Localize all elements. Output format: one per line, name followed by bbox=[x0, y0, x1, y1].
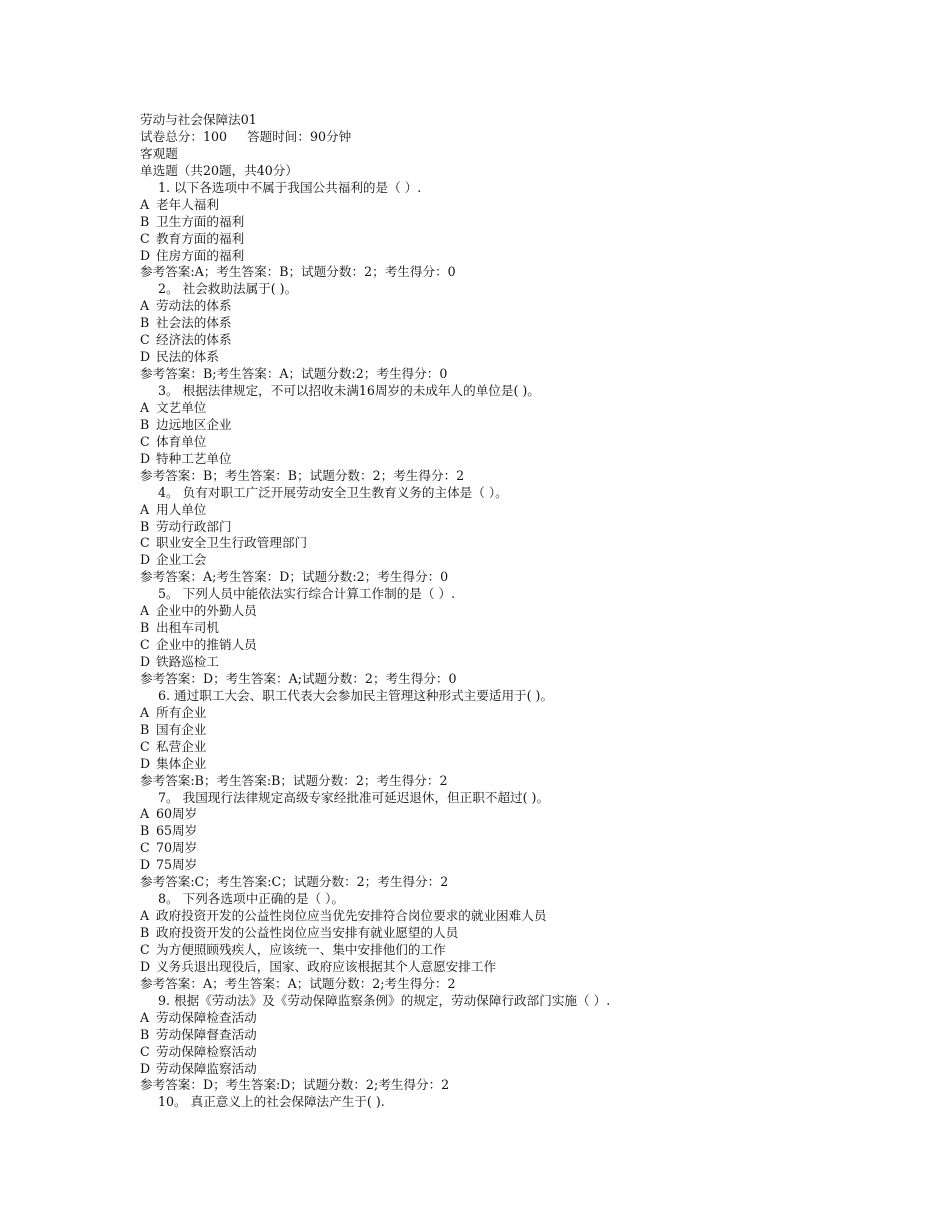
option-text: 体育单位 bbox=[156, 433, 207, 449]
option-text: 私营企业 bbox=[156, 738, 207, 754]
option-letter: C bbox=[140, 941, 150, 957]
answer-option bbox=[140, 840, 900, 857]
option-letter: C bbox=[140, 637, 150, 653]
option-letter: D bbox=[140, 958, 151, 974]
question-stem: 1. 以下各选项中不属于我国公共福利的是（ ）. bbox=[158, 179, 422, 195]
option-letter: C bbox=[140, 840, 150, 856]
option-text: 劳动保障监察活动 bbox=[156, 1060, 257, 1076]
answer-summary: 参考答案：D；考生答案：A;试题分数：2；考生得分：0 bbox=[140, 670, 457, 686]
answer-option bbox=[140, 298, 900, 315]
option-letter: A bbox=[140, 501, 150, 517]
answer-option bbox=[140, 756, 900, 773]
answer-summary: 参考答案：D；考生答案:D；试题分数：2;考生得分：2 bbox=[140, 1077, 450, 1093]
option-letter: C bbox=[140, 332, 150, 348]
answer-summary: 参考答案：A;考生答案：D；试题分数:2；考生得分：0 bbox=[140, 569, 449, 585]
option-text: 劳动保障督查活动 bbox=[156, 1026, 257, 1042]
option-letter: A bbox=[140, 806, 150, 822]
option-letter: A bbox=[140, 196, 150, 212]
option-letter: C bbox=[140, 535, 150, 551]
answer-summary: 参考答案：A；考生答案：A；试题分数：2;考生得分：2 bbox=[140, 975, 456, 991]
option-text: 社会法的体系 bbox=[156, 315, 232, 331]
option-text: 政府投资开发的公益性岗位应当安排有就业愿望的人员 bbox=[156, 925, 459, 940]
answer-option bbox=[140, 231, 900, 248]
question-stem: 9. 根据《劳动法》及《劳动保障监察条例》的规定，劳动保障行政部门实施（ ）. bbox=[158, 992, 611, 1008]
answer-option bbox=[140, 823, 900, 840]
answer-option bbox=[140, 1027, 900, 1044]
question-stem: 3。 根据法律规定，不可以招收未满16周岁的未成年人的单位是( )。 bbox=[158, 383, 540, 398]
answer-option bbox=[140, 620, 900, 637]
subsection-heading: 单选题（共20题，共40分） bbox=[140, 162, 298, 178]
answer-option bbox=[140, 552, 900, 569]
option-letter: D bbox=[140, 450, 151, 466]
answer-summary: 参考答案:C；考生答案:C；试题分数：2；考生得分：2 bbox=[140, 874, 449, 890]
answer-option bbox=[140, 248, 900, 265]
question-stem: 2。 社会救助法属于( )。 bbox=[158, 281, 298, 297]
question-block bbox=[140, 180, 900, 282]
option-letter: B bbox=[140, 823, 150, 839]
option-text: 为方便照顾残疾人，应该统一、集中安排他们的工作 bbox=[156, 941, 446, 957]
answer-option bbox=[140, 400, 900, 417]
option-text: 65周岁 bbox=[156, 823, 198, 839]
option-letter: B bbox=[140, 721, 150, 737]
answer-option bbox=[140, 451, 900, 468]
option-text: 铁路巡检工 bbox=[156, 654, 219, 669]
option-text: 劳动法的体系 bbox=[156, 298, 232, 314]
answer-option bbox=[140, 959, 900, 976]
option-letter: B bbox=[140, 518, 150, 534]
answer-option bbox=[140, 1044, 900, 1061]
option-text: 职业安全卫生行政管理部门 bbox=[156, 535, 308, 551]
option-letter: D bbox=[140, 1060, 151, 1076]
question-block bbox=[140, 790, 900, 892]
answer-option bbox=[140, 197, 900, 214]
exam-document bbox=[140, 112, 900, 1111]
option-text: 集体企业 bbox=[156, 755, 207, 771]
question-block bbox=[140, 586, 900, 688]
option-text: 所有企业 bbox=[156, 704, 207, 720]
option-text: 60周岁 bbox=[156, 806, 198, 822]
answer-option bbox=[140, 434, 900, 451]
option-letter: A bbox=[140, 298, 150, 314]
option-text: 劳动保障检察活动 bbox=[156, 1043, 257, 1059]
option-text: 义务兵退出现役后，国家、政府应该根据其个人意愿安排工作 bbox=[156, 958, 497, 974]
answer-option bbox=[140, 637, 900, 654]
option-text: 企业中的推销人员 bbox=[156, 637, 257, 653]
option-letter: B bbox=[140, 925, 150, 940]
option-letter: D bbox=[140, 247, 151, 263]
answer-option bbox=[140, 654, 900, 671]
question-stem: 10。 真正意义上的社会保障法产生于( ). bbox=[158, 1094, 385, 1110]
answer-option bbox=[140, 315, 900, 332]
answer-summary: 参考答案：B;考生答案：A；试题分数:2；考生得分：0 bbox=[140, 366, 448, 382]
question-stem: 4。 负有对职工广泛开展劳动安全卫生教育义务的主体是（ ）。 bbox=[158, 484, 508, 500]
answer-option bbox=[140, 925, 900, 942]
answer-option bbox=[140, 942, 900, 959]
answer-option bbox=[140, 214, 900, 231]
answer-option bbox=[140, 332, 900, 349]
answer-option bbox=[140, 603, 900, 620]
answer-option bbox=[140, 739, 900, 756]
option-text: 教育方面的福利 bbox=[156, 230, 245, 246]
question-block bbox=[140, 485, 900, 587]
option-text: 企业工会 bbox=[156, 552, 207, 568]
option-text: 民法的体系 bbox=[156, 349, 219, 365]
answer-option bbox=[140, 705, 900, 722]
option-letter: C bbox=[140, 230, 150, 246]
exam-meta: 试卷总分：100 答题时间：90分钟 bbox=[140, 128, 352, 144]
question-stem: 7。 我国现行法律规定高级专家经批准可延迟退休，但正职不超过( )。 bbox=[158, 789, 550, 805]
option-letter: D bbox=[140, 857, 151, 873]
answer-option bbox=[140, 908, 900, 925]
answer-option bbox=[140, 857, 900, 874]
option-text: 卫生方面的福利 bbox=[156, 213, 245, 229]
question-block bbox=[140, 1094, 900, 1111]
option-letter: D bbox=[140, 654, 151, 669]
answer-summary: 参考答案:A；考生答案：B；试题分数：2；考生得分：0 bbox=[140, 264, 456, 280]
question-block bbox=[140, 281, 900, 383]
option-letter: D bbox=[140, 349, 151, 365]
option-letter: A bbox=[140, 704, 150, 720]
option-text: 经济法的体系 bbox=[156, 332, 232, 348]
answer-option bbox=[140, 806, 900, 823]
question-stem: 6. 通过职工大会、职工代表大会参加民主管理这种形式主要适用于( )。 bbox=[158, 687, 554, 703]
answer-summary: 参考答案:B；考生答案:B；试题分数：2；考生得分：2 bbox=[140, 772, 448, 788]
option-letter: B bbox=[140, 315, 150, 331]
option-letter: C bbox=[140, 433, 150, 449]
option-text: 劳动行政部门 bbox=[156, 518, 232, 534]
option-letter: C bbox=[140, 738, 150, 754]
answer-summary: 参考答案：B；考生答案：B；试题分数：2；考生得分：2 bbox=[140, 467, 465, 483]
question-block bbox=[140, 891, 900, 993]
question-list bbox=[140, 180, 900, 1112]
option-text: 国有企业 bbox=[156, 721, 207, 737]
question-stem: 5。 下列人员中能依法实行综合计算工作制的是（ ）. bbox=[158, 586, 456, 602]
option-letter: A bbox=[140, 908, 150, 924]
answer-option bbox=[140, 1061, 900, 1078]
option-letter: A bbox=[140, 603, 150, 619]
option-letter: B bbox=[140, 416, 150, 432]
answer-option bbox=[140, 502, 900, 519]
option-text: 75周岁 bbox=[156, 857, 198, 873]
answer-option bbox=[140, 1010, 900, 1027]
answer-option bbox=[140, 519, 900, 536]
question-block bbox=[140, 993, 900, 1095]
option-letter: B bbox=[140, 213, 150, 229]
option-text: 文艺单位 bbox=[156, 399, 207, 415]
option-text: 用人单位 bbox=[156, 501, 207, 517]
section-heading: 客观题 bbox=[140, 145, 178, 161]
option-letter: A bbox=[140, 399, 150, 415]
option-text: 特种工艺单位 bbox=[156, 450, 232, 466]
question-block bbox=[140, 383, 900, 485]
answer-option bbox=[140, 417, 900, 434]
option-letter: B bbox=[140, 1026, 150, 1042]
question-block bbox=[140, 688, 900, 790]
answer-option bbox=[140, 722, 900, 739]
answer-option bbox=[140, 349, 900, 366]
option-letter: D bbox=[140, 755, 151, 771]
option-text: 70周岁 bbox=[156, 840, 198, 856]
exam-title: 劳动与社会保障法01 bbox=[140, 112, 257, 127]
option-text: 出租车司机 bbox=[156, 620, 219, 636]
option-letter: A bbox=[140, 1009, 150, 1025]
option-text: 劳动保障检查活动 bbox=[156, 1009, 257, 1025]
option-text: 老年人福利 bbox=[156, 196, 219, 212]
answer-option bbox=[140, 535, 900, 552]
option-letter: B bbox=[140, 620, 150, 636]
option-letter: D bbox=[140, 552, 151, 568]
option-text: 边远地区企业 bbox=[156, 416, 232, 432]
option-text: 政府投资开发的公益性岗位应当优先安排符合岗位要求的就业困难人员 bbox=[156, 908, 547, 924]
option-text: 企业中的外勤人员 bbox=[156, 603, 257, 619]
option-text: 住房方面的福利 bbox=[156, 247, 245, 263]
option-letter: C bbox=[140, 1043, 150, 1059]
question-stem: 8。 下列各选项中正确的是（ ）。 bbox=[158, 891, 345, 907]
